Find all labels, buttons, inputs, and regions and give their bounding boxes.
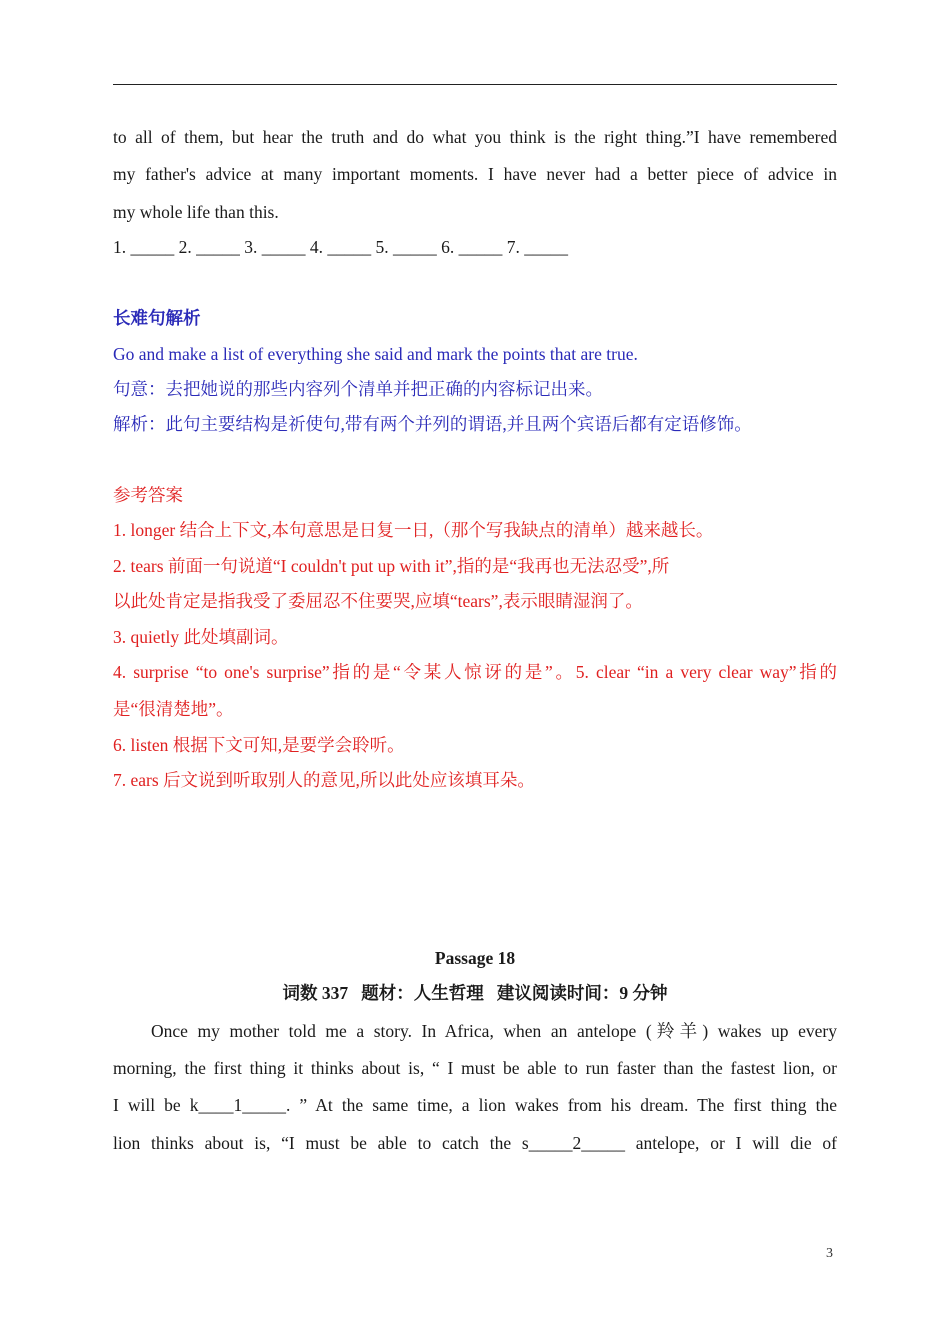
answer-line-2: 2. tears 前面一句说道“I couldn't put up with it”,指的是“我再也无法忍受”,所 <box>113 556 670 576</box>
passage-line-4: lion thinks about is, “I must be able to catch the s_____2_____ antelope, or I will die of <box>113 1133 837 1153</box>
answer-line-3: 以此处肯定是指我受了委屈忍不住要哭,应填“tears”,表示眼睛湿润了。 <box>113 591 643 611</box>
passage-line-1: Once my mother told me a story. In Africa, when an antelope (羚羊) wakes up every <box>151 1021 837 1041</box>
answer-blanks: 1. _____ 2. _____ 3. _____ 4. _____ 5. _____ 6. _____ 7. _____ <box>113 237 568 257</box>
analysis-meaning: 句意：去把她说的那些内容列个清单并把正确的内容标记出来。 <box>113 379 603 399</box>
answer-line-5: 4. surprise “to one's surprise”指的是“令某人惊讶的是”。5. clear “in a very clear way”指的 <box>113 662 837 682</box>
page-number: 3 <box>826 1246 833 1261</box>
answer-line-8: 7. ears 后文说到听取别人的意见,所以此处应该填耳朵。 <box>113 770 535 790</box>
passage-line-3: I will be k____1_____. ” At the same time, a lion wakes from his dream. The first thing the <box>113 1095 837 1115</box>
answers-heading: 参考答案 <box>113 485 183 505</box>
analysis-sentence: Go and make a list of everything she said and mark the points that are true. <box>113 344 638 364</box>
answer-line-1: 1. longer 结合上下文,本句意思是日复一日,（那个写我缺点的清单）越来越长。 <box>113 520 714 540</box>
passage-meta: 词数 337 题材：人生哲理 建议阅读时间：9 分钟 <box>282 983 668 1003</box>
answer-line-7: 6. listen 根据下文可知,是要学会聆听。 <box>113 735 405 755</box>
header-rule <box>113 84 837 85</box>
prev-passage-line-3: my whole life than this. <box>113 202 279 222</box>
analysis-parse: 解析：此句主要结构是祈使句,带有两个并列的谓语,并且两个宾语后都有定语修饰。 <box>113 414 752 434</box>
prev-passage-line-2: my father's advice at many important moments. I have never had a better piece of advice in <box>113 164 837 184</box>
prev-passage-line-1: to all of them, but hear the truth and do what you think is the right thing.”I have remembered <box>113 127 837 147</box>
answer-line-4: 3. quietly 此处填副词。 <box>113 627 289 647</box>
passage-title: Passage 18 <box>434 948 516 968</box>
passage-line-2: morning, the first thing it thinks about is, “ I must be able to run faster than the fastest lion, or <box>113 1058 837 1078</box>
analysis-heading: 长难句解析 <box>113 308 201 328</box>
answer-line-6: 是“很清楚地”。 <box>113 699 234 719</box>
